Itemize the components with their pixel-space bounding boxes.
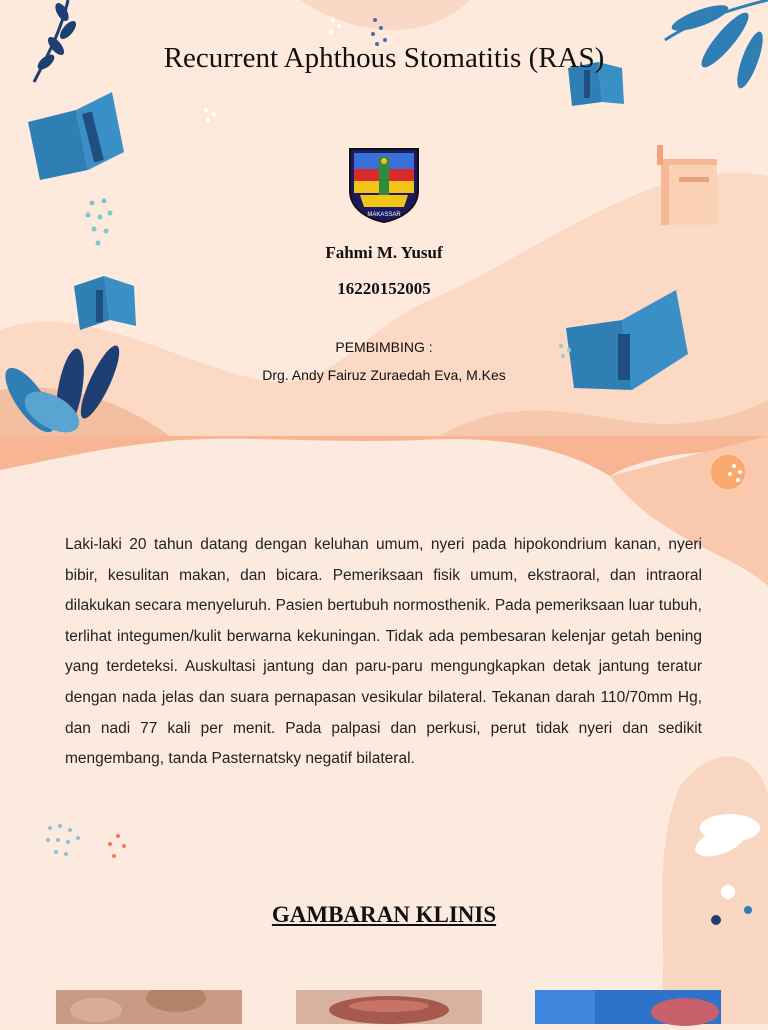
- cover-slide: [0, 0, 768, 436]
- section-heading: [0, 902, 768, 928]
- book-icon: [655, 145, 723, 227]
- dot-cluster-icon: [104, 832, 132, 862]
- supervisor-name: Drg. Andy Fairuz Zuraedah Eva, M.Kes: [262, 367, 506, 383]
- crest-caption: MAKASSAR: [367, 212, 401, 218]
- clinical-photo-face: [56, 990, 242, 1030]
- case-description: Laki-laki 20 tahun datang dengan keluhan umum, nyeri pada hipokondrium kanan, nyeri bibir, kesulitan makan, dan bicara. Pemeriksaan fisik umum, ekstraoral, dan intraoral dilakukan secara menyeluruh. Pasien bertubuh normosthenik. Pada pemeriksaan luar tubuh, terlihat integumen/kulit berwarna kekuningan. Tidak ada pembesaran kelenjar getah bening yang terdeteksi. Auskultasi jantung dan paru-paru mengungkapkan detak jantung teratur dengan nada jelas dan suara pernapasan vesikular bilateral. Tekanan darah 110/70mm Hg, dan nadi 77 kali per menit. Pada palpasi dan perkusi, perut tidak nyeri dan sedikit mengembang, tanda Pasternatsky negatif bilateral.: [65, 536, 702, 768]
- flower-icon: [680, 792, 768, 872]
- dot-cluster-icon: [42, 820, 92, 860]
- book-icon: [28, 92, 124, 182]
- supervisor-label: PEMBIMBING :: [335, 339, 433, 355]
- clinical-photo-lip-examination: [535, 990, 721, 1030]
- dot-cluster-icon: [200, 104, 222, 128]
- clinical-photo-lips: [296, 990, 482, 1030]
- presentation-title: Recurrent Aphthous Stomatitis (RAS): [163, 42, 605, 74]
- crest-logo: [346, 145, 422, 223]
- student-id: 16220152005: [337, 279, 431, 298]
- dot-cluster-icon: [708, 452, 752, 492]
- section-heading-text: GAMBARAN KLINIS: [271, 902, 497, 927]
- author-name: Fahmi M. Yusuf: [325, 243, 443, 262]
